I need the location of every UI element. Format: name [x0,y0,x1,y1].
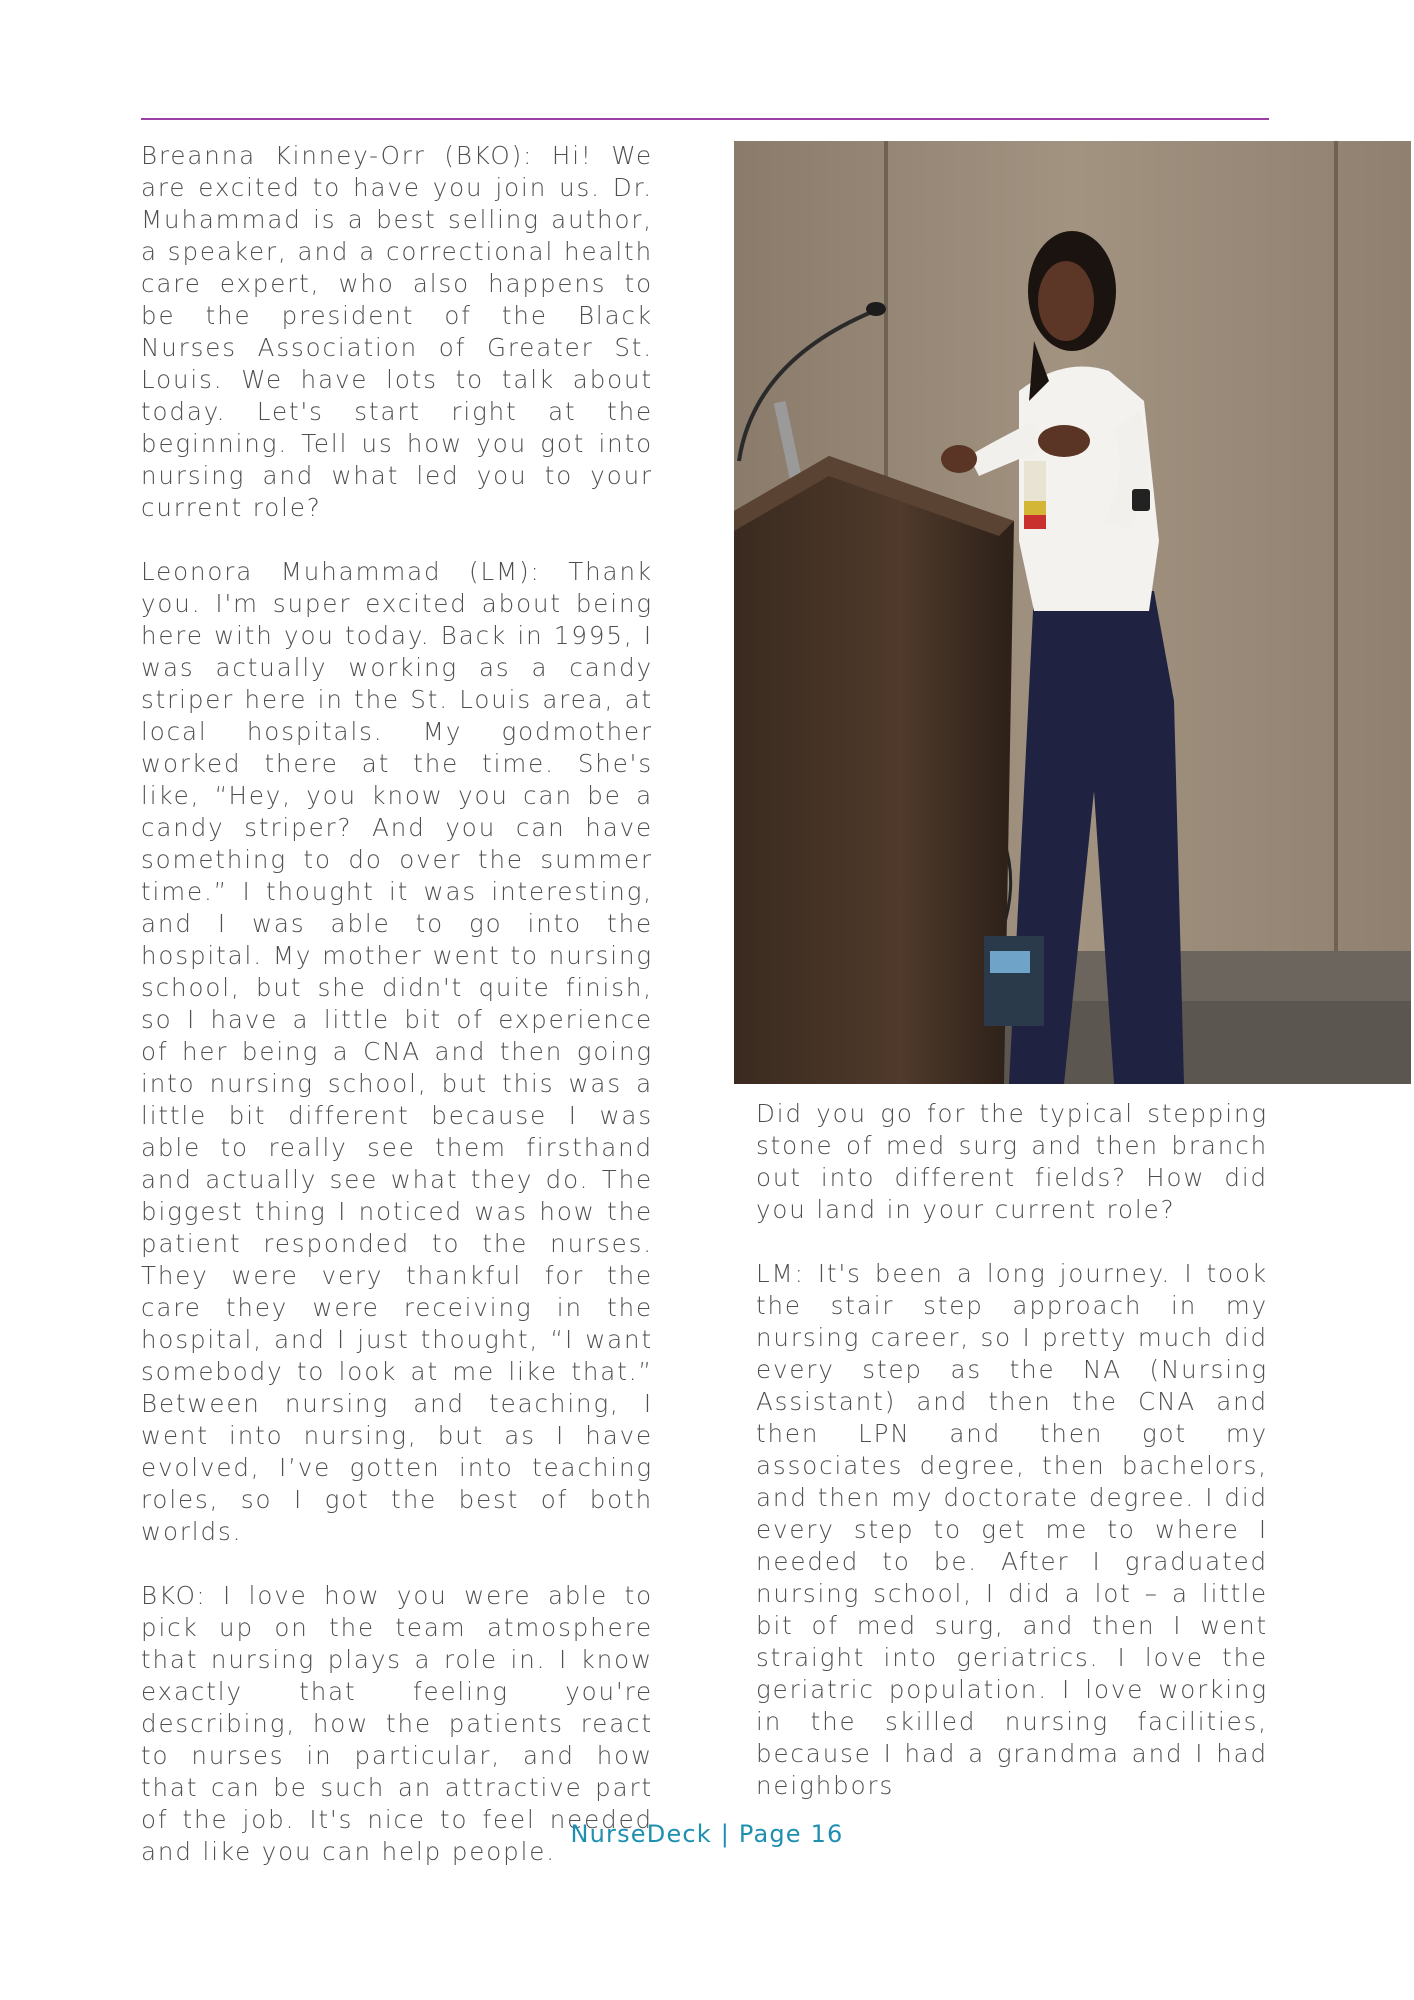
paragraph-lm-response: Leonora Muhammad (LM): Thank you. I'm super excited about being here with you today. Back in 1995, I was actually working as a candy striper here in the St. Louis area, at local hospitals. My godmother worked there at the time. She's like, “Hey, you know you can be a candy striper? And you can have something to do over the summer time.” I thought it was interesting, and I was able to go into the hospital. My mother went to nursing school, but she didn't quite finish, so I have a little bit of experience of her being a CNA and then going into nursing school, but this was a little bit different because I was able to really see them firsthand and actually see what they do. The biggest thing I noticed was how the patient responded to the nurses. They were very thankful for the care they were receiving in the hospital, and I just thought, “I want somebody to look at me like that.” Between nursing and teaching, I went into nursing, but as I have evolved, I’ve gotten into teaching roles, so I got the best of both worlds. [141,557,653,1546]
header-divider [141,118,1269,120]
paragraph-bko-intro: Breanna Kinney-Orr (BKO): Hi! We are excited to have you join us. Dr. Muhammad is a best selling author, a speaker, and a correctional health care expert, who also happens to be the president of the Black Nurses Association of Greater St. Louis. We have lots to talk about today. Let's start right at the beginning. Tell us how you got into nursing and what led you to your current role? [141,141,653,522]
article-column-left [141,140,653,1868]
page-footer: NurseDeck | Page 16 [570,1820,844,1848]
paragraph-question-career-path: Did you go for the typical stepping stone of med surg and then branch out into different fields? How did you land in your current role? [756,1099,1268,1224]
speaker-photo [734,141,1411,1084]
article-column-right [756,1098,1268,1802]
paragraph-lm-journey: LM: It's been a long journey. I took the stair step approach in my nursing career, so I pretty much did every step as the NA (Nursing Assistant) and then the CNA and then LPN and then got my associates degree, then bachelors, and then my doctorate degree. I did every step to get me to where I needed to be. After I graduated nursing school, I did a lot – a little bit of med surg, and then I went straight into geriatrics. I love the geriatric population. I love working in the skilled nursing facilities, because I had a grandma and I had neighbors [756,1259,1268,1800]
paragraph-bko-followup: BKO: I love how you were able to pick up on the team atmosphere that nursing plays a role in. I know exactly that feeling you're describing, how the patients react to nurses in particular, and how that can be such an attractive part of the job. It's nice to feel needed and like you can help people. [141,1581,653,1866]
